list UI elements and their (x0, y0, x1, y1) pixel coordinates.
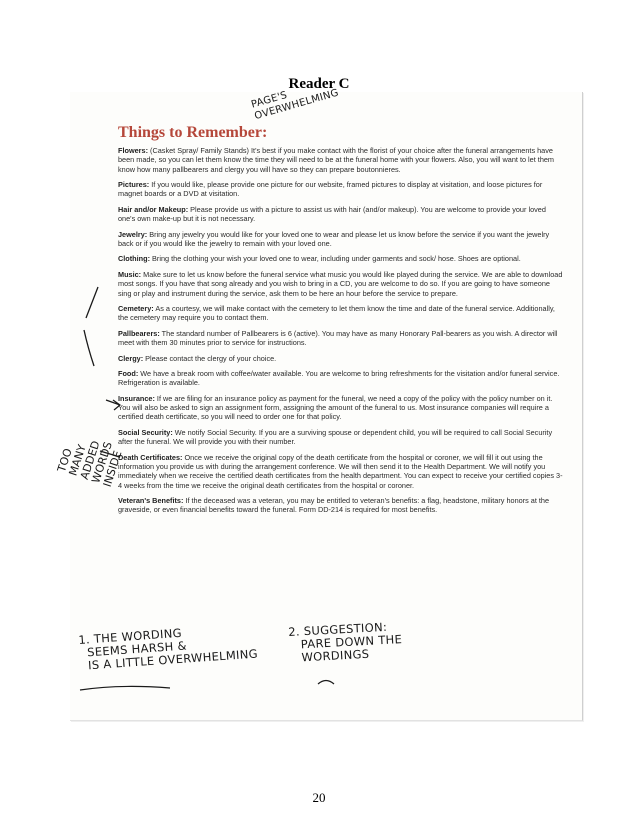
item-text: As a courtesy, we will make contact with the cemetery to let them know the time and date of the funeral service. Additionally, the cemetery may require you to contact them. (118, 303, 555, 323)
item-text: If we are filing for an insurance policy as payment for the funeral, we need a copy of the policy with the policy number on it. You will also be asked to sign an assignment form, assigning the amount of the funeral to us. Most insurance companies will require a certified death certificate, so you will need to order one for that policy. (118, 393, 553, 422)
margin-stroke-upper (86, 287, 98, 318)
handwritten-note-2: 2. SUGGESTION: PARE DOWN THE WORDINGS (287, 619, 403, 665)
item-label: Flowers: (118, 146, 149, 155)
item-label: Death Certificates: (118, 452, 183, 462)
page-heading: Reader C (288, 76, 350, 92)
item-text: Bring any jewelry you would like for your loved one to wear and please let us know before the service if you want the jewelry back or if you would like the jewelry to remain with your loved one. (118, 229, 550, 248)
form-title: Things to Remember: (118, 124, 268, 141)
item-label: Veteran's Benefits: (118, 496, 184, 506)
item-label: Insurance: (118, 393, 155, 403)
underline-note-1 (80, 686, 170, 690)
item-text: If you would like, please provide one picture for our website, framed pictures to display at visitation, and loose pictures for magnet boards or a DVD at visitation. (118, 180, 543, 199)
item-label: Pallbearers: (118, 328, 160, 338)
item-text: We notify Social Security. If you are a surviving spouse or dependent child, you will be required to call Social Security after the funeral. We will provide you with their number. (118, 427, 553, 447)
smile-note-2 (318, 681, 334, 685)
page-number: 20 (312, 790, 326, 805)
item-label: Music: (118, 269, 142, 279)
item-text: Make sure to let us know before the funeral service what music you would like played during the service. We are able to download most songs. If you have that song already and you wish to bring in a CD, you are welcome to do so. If you are going to have someone sing or play and instrument during the service, ask them to be here an hour before the service to prepare. (118, 269, 563, 298)
item-text: Once we receive the original copy of the death certificate from the hospital or coroner, we will fill it out using the information you provide us with during the arrangement conference. We will then send it to the Health Department. We will notify you immediately when we receive the certified death certificates from the health department. You can expect to receive your certified copies 3-4 weeks from the time we receive the original death certificates from the hospital or coroner. (118, 452, 563, 490)
item-label: Cemetery: (118, 303, 154, 313)
item-label: Pictures: (118, 180, 150, 190)
item-label: Hair and/or Makeup: (118, 204, 189, 214)
item-label: Jewelry: (118, 229, 148, 239)
handwritten-note-side: TOO MANY ADDED WORDS INSIDE (55, 439, 125, 489)
item-label: Clergy: (118, 353, 144, 363)
item-text: Please contact the clergy of your choice. (143, 353, 277, 363)
item-text: We have a break room with coffee/water available. You are welcome to bring refreshments for the visitation and/or funeral service. Refrigeration is available. (118, 369, 560, 388)
item-text: The standard number of Pallbearers is 6 (active). You may have as many Honorary Pall-bearers as you wish. A director will meet with them 30 minutes prior to service for instructions. (118, 328, 558, 348)
item-text: (Casket Spray/ Family Stands) It's best if you make contact with the florist of your choice after the funeral arrangements have been made, so you can let them know the time they will need to be at the funeral home with your flowers. Also, you will want to let them know how many pallbearers and clergy you will have so they can prepare boutonnieres. (118, 146, 555, 174)
margin-stroke-lower (84, 330, 94, 366)
item-label: Social Security: (118, 427, 173, 437)
item-text: Please provide us with a picture to assist us with hair (and/or makeup). You are welcome to provide your loved one's own make-up but it is not necessary. (118, 204, 546, 224)
handwritten-note-1: 1. THE WORDING SEEMS HARSH & IS A LITTLE OVERWHELMING (77, 625, 259, 673)
item-label: Food: (118, 369, 139, 379)
arrow-food (100, 451, 120, 457)
item-text: If the deceased was a veteran, you may be entitled to veteran's benefits: a flag, headstone, military honors at the graveside, or even financial benefits toward the funeral. Form DD-214 is required for most benefits. (118, 496, 550, 515)
item-text: Bring the clothing your wish your loved one to wear, including under garments and sock/ hose. Shoes are optional. (150, 254, 521, 264)
item-label: Clothing: (118, 254, 151, 264)
arrow-pallbearers (106, 400, 120, 410)
handwritten-note-top: PAGE'S OVERWHELMING (250, 87, 341, 123)
